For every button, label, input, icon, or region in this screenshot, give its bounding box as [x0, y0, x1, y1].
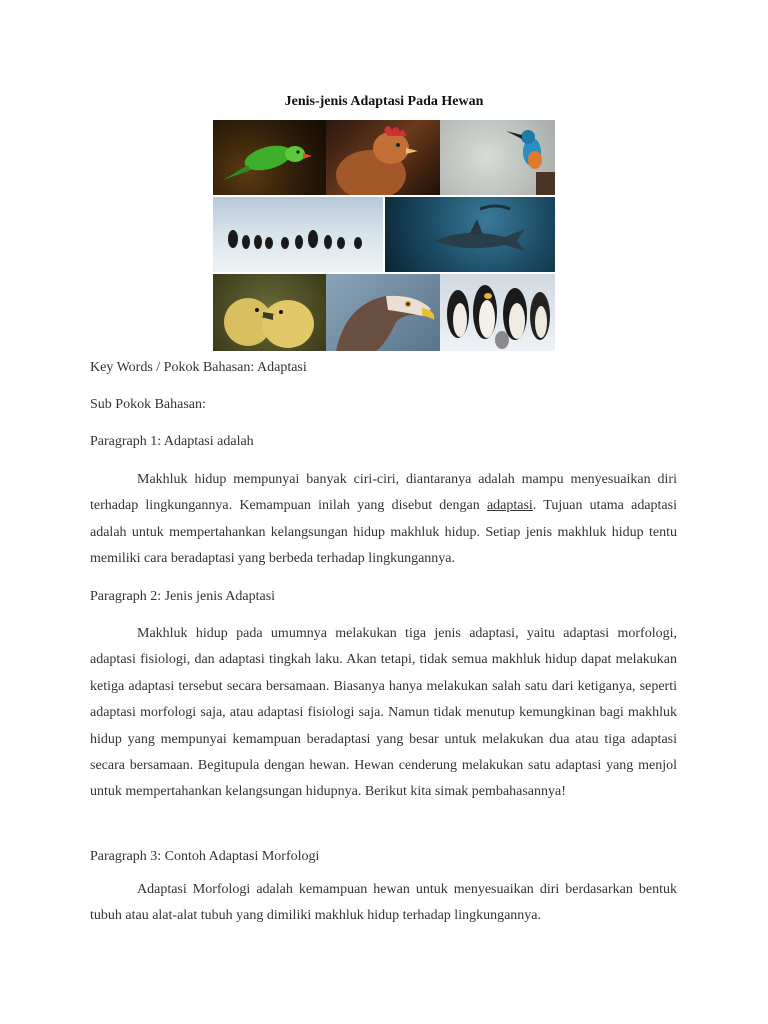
chicken-icon: [326, 120, 440, 195]
paragraph-3-body: [90, 877, 677, 930]
kingfisher-icon: [440, 120, 555, 195]
paragraph-2-text: Makhluk hidup pada umumnya melakukan tiga jenis adaptasi, yaitu adaptasi morfologi, adaptasi fisiologi, dan adaptasi tingkah laku. Akan tetapi, tidak semua makhluk hidup dapat melakukan ketiga adaptasi tersebut secara bersamaan. Biasanya hanya melakukan salah satu dari ketiganya, seperti adaptasi morfologi saja, atau adaptasi fisiologi saja. Namun tidak menutup kemungkinan bagi makhluk hidup yang mempunyai kemampuan beradaptasi yang besar untuk melakukan dua atau tiga adaptasi secara bersamaan. Begitupula dengan hewan. Hewan cenderung melakukan satu adaptasi yang menjol untuk mempertahankan kelangsungan hidupnya. Berikut kita simak pembahasannya!: [90, 626, 677, 800]
parrot-icon: [213, 120, 326, 195]
paragraph-1-text-start: Makhluk hidup mempunyai banyak ciri-ciri, diantaranya adalah mampu menyesuaikan diri terhadap lingkungannya. Kemampuan inilah yang disebut dengan: [90, 472, 677, 514]
adaptasi-link[interactable]: adaptasi: [486, 498, 533, 514]
keywords-line: Key Words / Pokok Bahasan: Adaptasi: [90, 360, 307, 375]
collage-tile-eagle: [326, 274, 440, 351]
collage-tile-parrot: [213, 120, 326, 195]
sub-pokok-line: Sub Pokok Bahasan:: [90, 397, 206, 412]
paragraph-1-text-end: . Tujuan utama adaptasi adalah untuk mempertahankan kelangsungan hidup makhluk hidup. Setiap jenis makhluk hidup tentu memiliki cara beradaptasi yang berbeda terhadap lingkungannya.: [90, 498, 677, 567]
collage-tile-chicken: [326, 120, 440, 195]
paragraph-2-heading: Paragraph 2: Jenis jenis Adaptasi: [90, 589, 276, 604]
collage-tile-goslings: [213, 274, 326, 351]
paragraph-2-body: [90, 621, 677, 806]
document-title: Jenis-jenis Adaptasi Pada Hewan: [284, 94, 484, 109]
emperor-penguins-icon: [440, 274, 555, 351]
collage-tile-kingfisher: [440, 120, 555, 195]
paragraph-1-heading: Paragraph 1: Adaptasi adalah: [90, 434, 254, 449]
penguins-line-icon: [213, 197, 383, 272]
animal-collage: [213, 120, 555, 351]
eagle-icon: [326, 274, 440, 351]
paragraph-3-heading: Paragraph 3: Contoh Adaptasi Morfologi: [90, 849, 320, 864]
shark-icon: [385, 197, 555, 272]
goslings-icon: [213, 274, 326, 351]
paragraph-3-text: Adaptasi Morfologi adalah kemampuan hewan untuk menyesuaikan diri berdasarkan bentuk tubuh atau alat-alat tubuh yang dimiliki makhluk hidup terhadap lingkungannya.: [90, 882, 677, 924]
collage-tile-emperor-penguins: [440, 274, 555, 351]
paragraph-1-body: [90, 467, 677, 573]
collage-tile-penguins-line: [213, 197, 383, 272]
collage-tile-shark: [385, 197, 555, 272]
